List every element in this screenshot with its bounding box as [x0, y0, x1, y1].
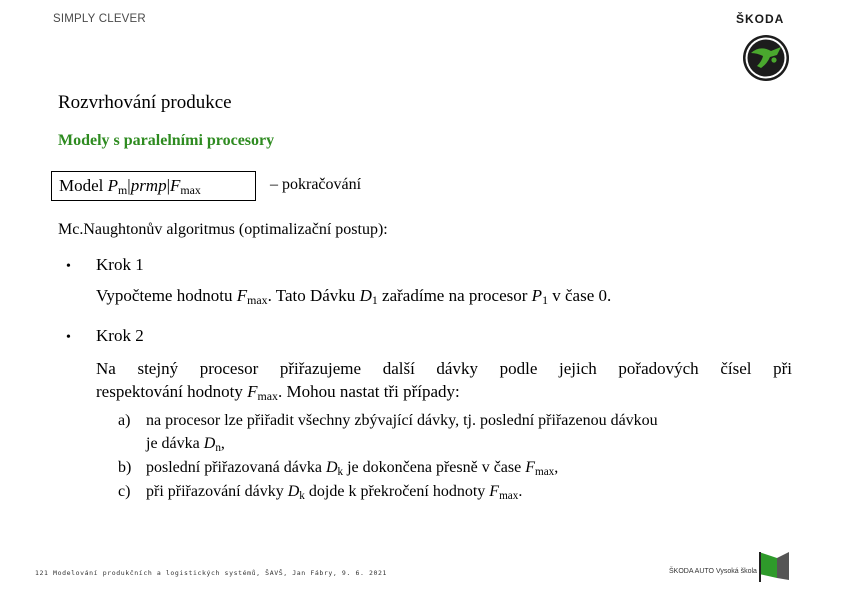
- case-c-f-sub: max: [499, 489, 519, 502]
- model-f: F: [170, 176, 181, 195]
- step2-line2-rest: . Mohou nastat tři případy:: [277, 382, 460, 401]
- step1-bullet: •: [66, 259, 71, 274]
- header-tagline: SIMPLY CLEVER: [53, 13, 146, 25]
- step2-line1: Na stejný procesor přiřazujeme další dávky podle jejich pořadových čísel při: [96, 359, 792, 378]
- model-p-sub: m: [118, 182, 128, 197]
- case-b-text-1: poslední přiřazovaná dávka: [146, 459, 326, 476]
- case-a-line2-text: je dávka: [146, 435, 204, 452]
- case-a-line1: na procesor lze přiřadit všechny zbývající dávky, tj. poslední přiřazenou dávkou: [146, 412, 658, 429]
- step1-d: D: [359, 286, 372, 305]
- case-c-f: F: [489, 483, 500, 500]
- case-c-text-1: při přiřazování dávky: [146, 483, 288, 500]
- case-c-label: c): [118, 483, 131, 500]
- step1-d-sub: 1: [371, 292, 378, 307]
- step1-title: Krok 1: [96, 255, 144, 274]
- case-b-d: D: [325, 459, 338, 476]
- case-b-text: [146, 459, 558, 478]
- slide-title: Rozvrhování produkce: [58, 92, 232, 113]
- model-notation-box: [51, 171, 256, 201]
- case-b-d-sub: k: [337, 465, 344, 478]
- model-continuation: – pokračování: [270, 176, 362, 193]
- step2-line2-f: F: [247, 382, 258, 401]
- case-b-f: F: [525, 459, 536, 476]
- case-a-end: ,: [220, 435, 225, 452]
- case-b-f-sub: max: [535, 465, 555, 478]
- step1-text: [96, 285, 611, 311]
- step2-line2: [96, 381, 460, 407]
- case-a-d: D: [203, 435, 216, 452]
- step2-line2-text: respektování hodnoty: [96, 382, 248, 401]
- case-c-d-sub: k: [299, 489, 305, 502]
- model-word: Model: [59, 176, 104, 195]
- step1-text-3: zařadíme na procesor: [377, 286, 532, 305]
- model-middle: prmp: [130, 176, 167, 195]
- footer-flag-icon: [757, 550, 791, 582]
- slide-subtitle: Modely s paralelními procesory: [58, 132, 275, 149]
- case-a-d-sub: n: [215, 441, 221, 454]
- model-p: P: [107, 176, 119, 195]
- case-c-d: D: [287, 483, 300, 500]
- case-b-text-2: je dokončena přesně v čase: [343, 459, 526, 476]
- step1-p-sub: 1: [542, 292, 549, 307]
- case-a-line2: [146, 435, 225, 454]
- case-c-end: .: [518, 483, 523, 500]
- step1-p: P: [531, 286, 543, 305]
- model-f-sub: max: [180, 182, 201, 197]
- header-brand: ŠKODA: [736, 12, 785, 26]
- step1-f: F: [236, 286, 248, 305]
- model-sep1: |: [127, 176, 131, 195]
- step1-text-2: . Tato Dávku: [267, 286, 360, 305]
- footer-brand: ŠKODA AUTO Vysoká škola: [669, 568, 757, 575]
- step2-bullet: •: [66, 330, 71, 345]
- step2-title: Krok 2: [96, 326, 144, 345]
- step1-text-4: v čase 0.: [548, 286, 612, 305]
- case-a-label: a): [118, 412, 131, 429]
- step2-line2-f-sub: max: [257, 388, 278, 403]
- case-c-text: [146, 483, 522, 502]
- skoda-logo-icon: [741, 33, 791, 83]
- algorithm-heading: Mc.Naughtonův algoritmus (optimalizační postup):: [58, 221, 388, 238]
- step1-f-sub: max: [247, 292, 268, 307]
- model-sep2: |: [166, 176, 170, 195]
- step1-text-1: Vypočteme hodnotu: [96, 286, 237, 305]
- case-b-label: b): [118, 459, 132, 476]
- case-c-text-2: dojde k překročení hodnoty: [304, 483, 490, 500]
- case-b-end: ,: [554, 459, 559, 476]
- footer-text: 121 Modelování produkčních a logistických systémů, ŠAVŠ, Jan Fábry, 9. 6. 2021: [35, 569, 388, 577]
